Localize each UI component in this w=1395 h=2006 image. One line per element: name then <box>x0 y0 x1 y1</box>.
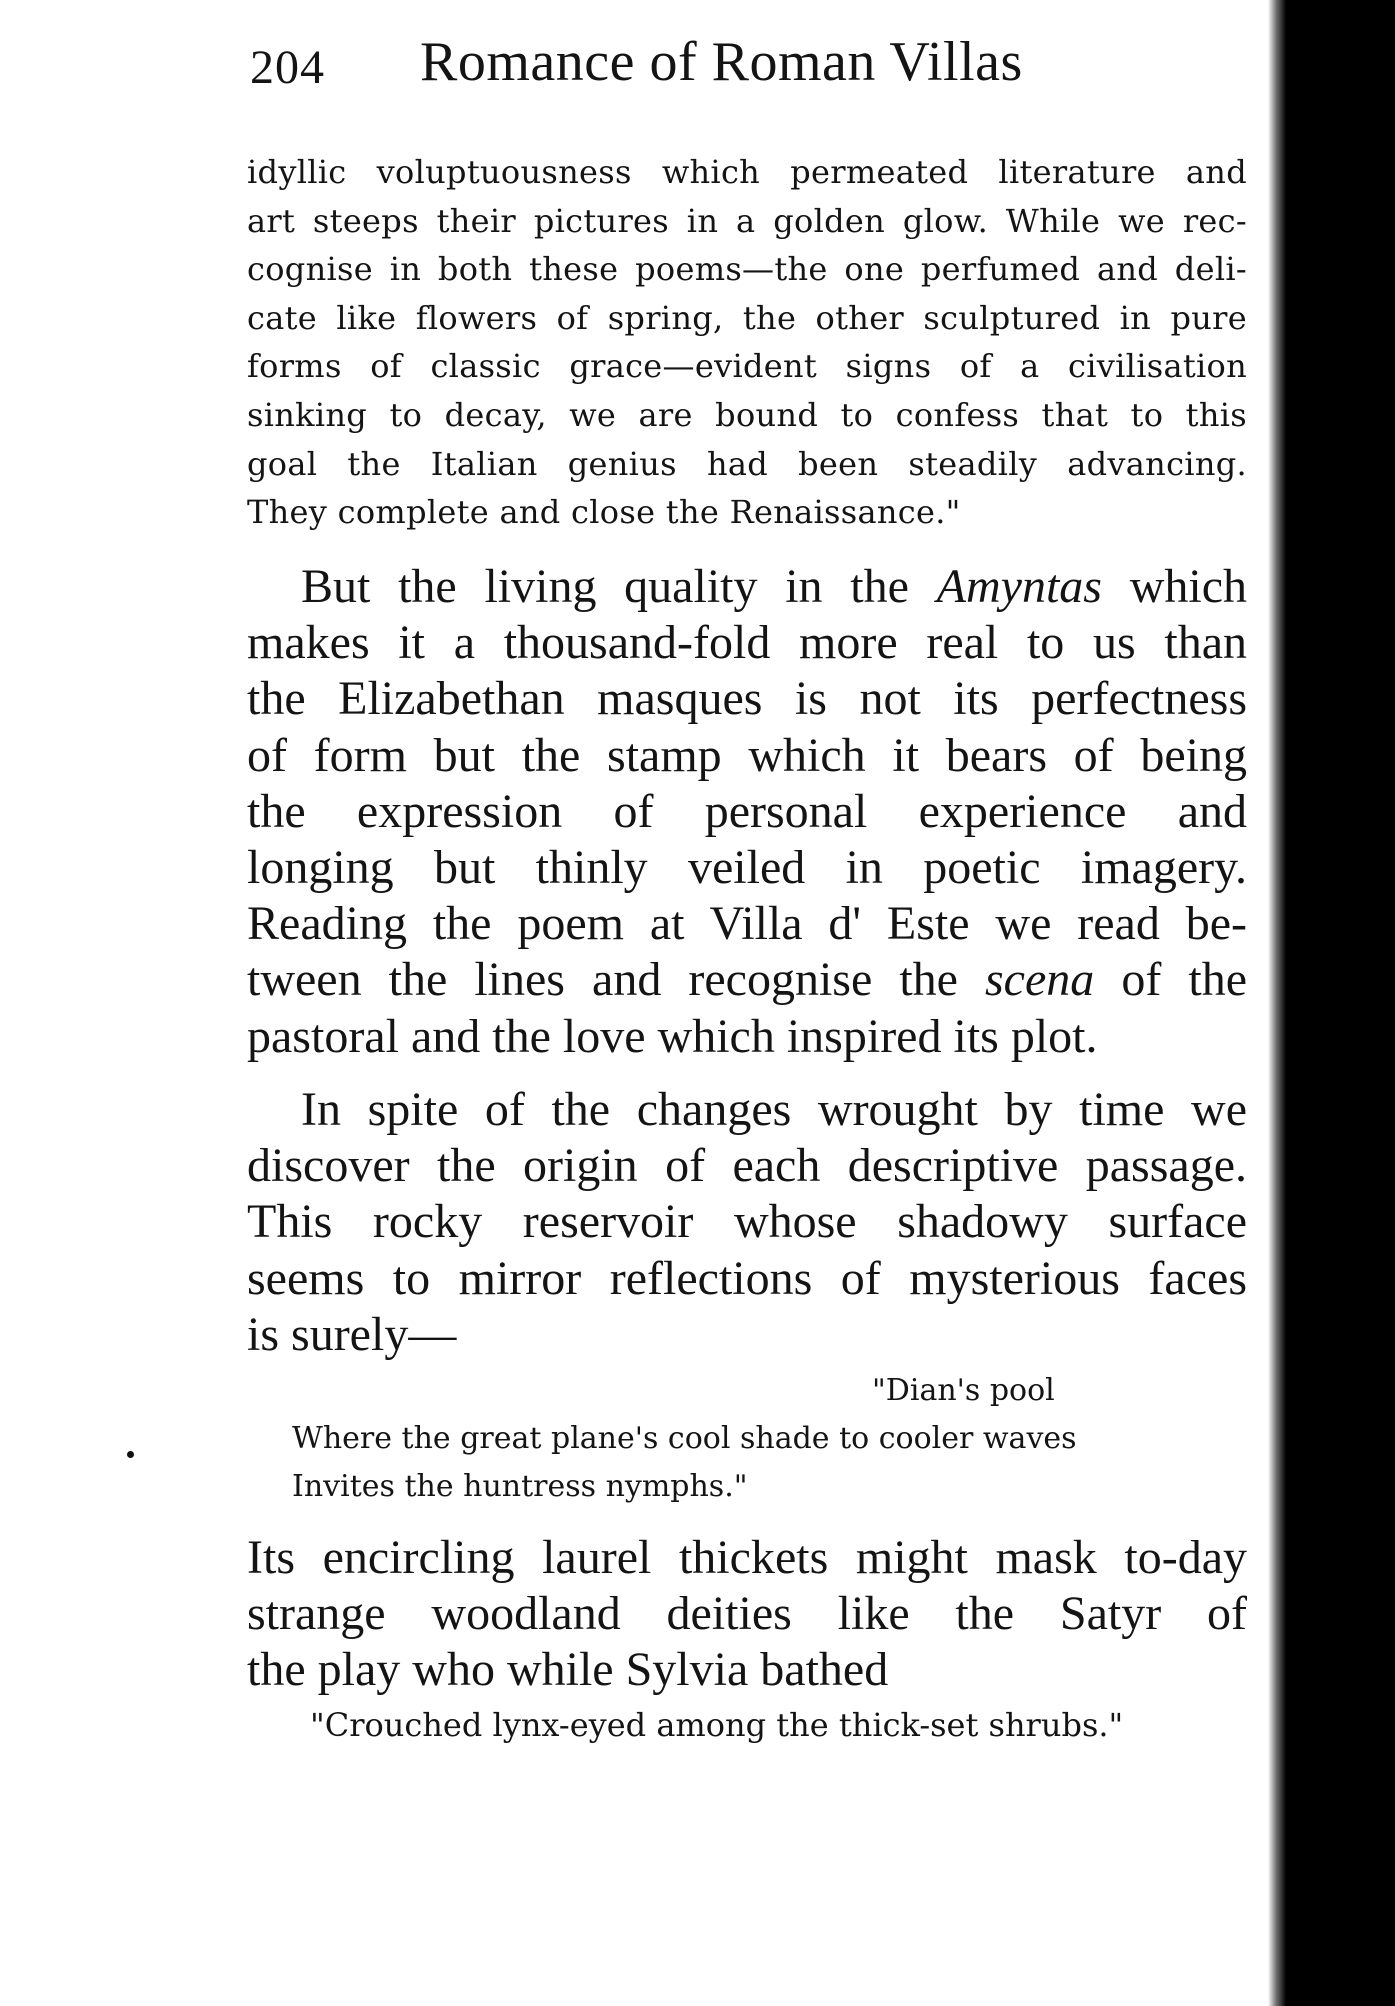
text-line: the expression of personal experience and <box>247 784 1247 838</box>
paragraph-2 <box>247 1082 1247 1363</box>
text-line: Its encircling laurel thickets might mask to-day <box>247 1531 1247 1584</box>
paragraph-1 <box>247 559 1247 1065</box>
text-line: makes it a thousand-fold more real to us than <box>247 616 1247 670</box>
text-line: cate like flowers of spring, the other sculptured in pure <box>247 298 1247 337</box>
verse-quote-1 <box>292 1367 1192 1511</box>
text-line: art steeps their pictures in a golden glow. While we rec- <box>247 201 1247 240</box>
quoted-passage <box>247 148 1247 537</box>
text-line: the play who while Sylvia bathed <box>247 1643 889 1697</box>
text-run: But the living quality in the <box>301 560 937 613</box>
text-run: which <box>1101 560 1247 613</box>
text-line: pastoral and the love which inspired its plot. <box>247 1009 1098 1063</box>
verse-line: Invites the huntress nymphs." <box>292 1469 748 1504</box>
text-run: of the <box>1094 953 1247 1007</box>
scan-dark-edge <box>1268 0 1395 2006</box>
text-line: seems to mirror reflections of mysterious faces <box>247 1251 1247 1305</box>
italic-title: Amyntas <box>936 560 1102 613</box>
text-line <box>247 952 1247 1008</box>
verse-line: "Dian's pool <box>872 1373 1055 1408</box>
text-line: idyllic voluptuousness which permeated literature and <box>247 153 1247 191</box>
stray-ink-dot <box>127 1451 134 1458</box>
text-line: goal the Italian genius had been steadily advancing. <box>247 444 1247 483</box>
text-line <box>247 559 1247 615</box>
text-line: sinking to decay, we are bound to confess that to this <box>247 395 1247 434</box>
text-line: longing but thinly veiled in poetic imagery. <box>247 841 1247 895</box>
text-line: discover the origin of each descriptive passage. <box>247 1139 1247 1193</box>
verse-quote-2: "Crouched lynx-eyed among the thick-set shrubs." <box>310 1706 1124 1744</box>
italic-term: scena <box>985 953 1095 1007</box>
text-line: This rocky reservoir whose shadowy surface <box>247 1195 1247 1249</box>
running-title: Romance of Roman Villas <box>420 31 1023 93</box>
paragraph-3 <box>247 1530 1247 1699</box>
text-line: Reading the poem at Villa d' Este we read be- <box>247 897 1247 951</box>
page-number: 204 <box>250 41 325 94</box>
text-line: strange woodland deities like the Satyr of <box>247 1587 1247 1641</box>
text-line: cognise in both these poems—the one perfumed and deli- <box>247 250 1247 289</box>
text-run: tween the lines and recognise the <box>247 953 985 1007</box>
text-line: In spite of the changes wrought by time we <box>301 1083 1247 1136</box>
verse-line: Where the great plane's cool shade to cooler waves <box>292 1421 1077 1456</box>
text-line: of form but the stamp which it bears of being <box>247 728 1247 782</box>
text-line: forms of classic grace—evident signs of a civilisation <box>247 347 1247 386</box>
text-line: is surely— <box>247 1307 457 1361</box>
text-line: They complete and close the Renaissance." <box>247 493 961 532</box>
text-line: the Elizabethan masques is not its perfectness <box>247 672 1247 726</box>
